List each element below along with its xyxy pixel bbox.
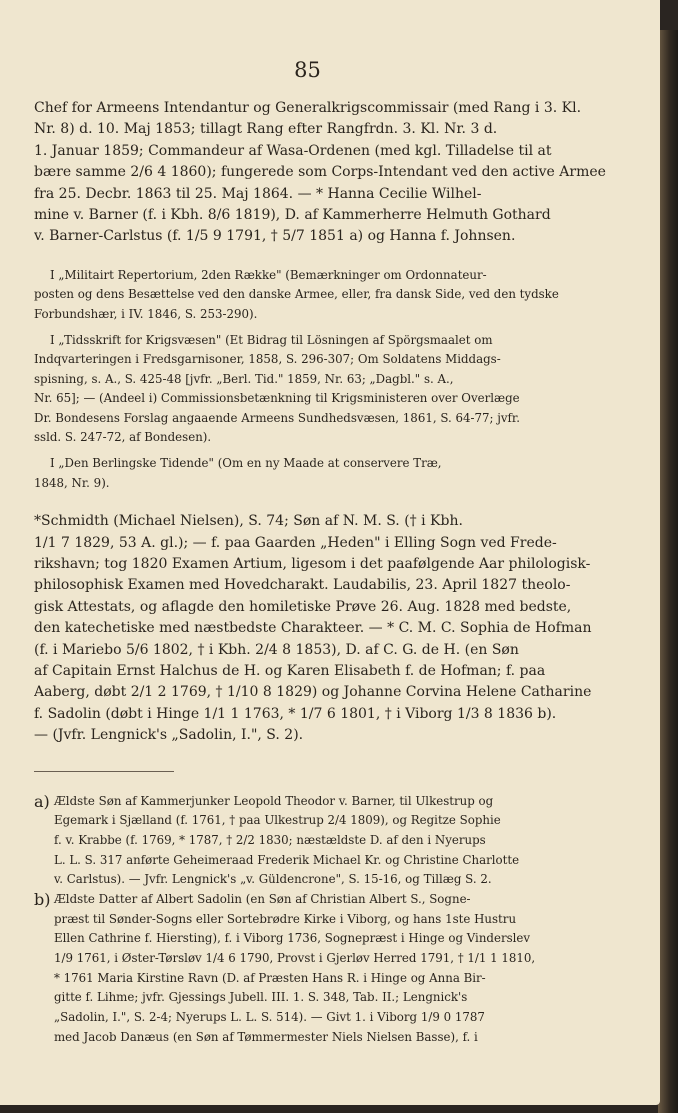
text-line: 1848, Nr. 9). (34, 475, 110, 490)
paragraph-officer-entry (34, 98, 630, 248)
paragraph-schmidth-entry (34, 511, 630, 746)
text-line: 1/1 7 1829, 53 A. gl.); — f. paa Gaarden „Heden" i Elling Sogn ved Frede- (34, 534, 557, 551)
text-line: *Schmidth (Michael Nielsen), S. 74; Søn af N. M. S. († i Kbh. (34, 513, 463, 530)
text-line: med Jacob Danæus (en Søn af Tømmermester Niels Nielsen Basse), f. i (54, 1029, 478, 1044)
text-line: * 1761 Maria Kirstine Ravn (D. af Præsten Hans R. i Hinge og Anna Bir- (54, 970, 486, 985)
text-line: ssld. S. 247-72, af Bondesen). (34, 430, 212, 445)
text-line: Ældste Søn af Kammerjunker Leopold Theodor v. Barner, til Ulkestrup og (54, 793, 494, 808)
text-line: I „Tidsskrift for Krigsvæsen" (Et Bidrag til Lösningen af Spörgsmaalet om (50, 332, 493, 347)
text-line: Indqvarteringen i Fredsgarnisoner, 1858, S. 296-307; Om Soldatens Middags- (34, 352, 501, 367)
text-line: bære samme 2/6 4 1860); fungerede som Corps-Intendant ved den active Armee (34, 164, 606, 181)
text-line: fra 25. Decbr. 1863 til 25. Maj 1864. — * Hanna Cecilie Wilhel- (34, 185, 482, 202)
text-line: I „Militairt Repertorium, 2den Række" (Bemærkninger om Ordonnateur- (50, 267, 487, 282)
text-line: gisk Attestats, og aflagde den homiletiske Prøve 26. Aug. 1828 med bedste, (34, 598, 572, 615)
text-line: v. Carlstus). — Jvfr. Lengnick's „v. Güldencrone", S. 15-16, og Tillæg S. 2. (54, 872, 492, 887)
footnote-b (34, 890, 630, 1048)
text-line: præst til Sønder-Sogns eller Sortebrødre Kirke i Viborg, og hans 1ste Hustru (54, 911, 517, 926)
text-line: af Capitain Ernst Halchus de H. og Karen Elisabeth f. de Hofman; f. paa (34, 663, 546, 679)
text-line: Dr. Bondesens Forslag angaaende Armeens Sundhedsvæsen, 1861, S. 64-77; jvfr. (34, 410, 520, 425)
text-line: rikshavn; tog 1820 Examen Artium, ligesom i det paafølgende Aar philologisk- (34, 556, 591, 573)
text-line: posten og dens Besættelse ved den danske Armee, eller, fra dansk Side, ved den tydske (34, 287, 559, 302)
text-line: — (Jvfr. Lengnick's „Sadolin, I.", S. 2). (34, 727, 304, 744)
page-number: 85 (294, 58, 321, 82)
text-line: v. Barner-Carlstus (f. 1/5 9 1791, † 5/7 1851 a) og Hanna f. Johnsen. (34, 228, 516, 245)
text-line: L. L. S. 317 anførte Geheimeraad Frederik Michael Kr. og Christine Charlotte (54, 852, 520, 867)
text-line: Ældste Datter af Albert Sadolin (en Søn af Christian Albert S., Sogne- (54, 892, 471, 906)
paragraph-berlingske (34, 454, 630, 493)
body-text (34, 98, 630, 1048)
text-line: Nr. 65]; — (Andeel i) Commissionsbetænkning til Krigsministeren over Overlæge (34, 391, 520, 406)
paragraph-militairt-repertorium (34, 266, 630, 325)
text-line: spisning, s. A., S. 425-48 [jvfr. „Berl. Tid." 1859, Nr. 63; „Dagbl." s. A., (34, 371, 454, 386)
text-line: gitte f. Lihme; jvfr. Gjessings Jubell. III. 1. S. 348, Tab. II.; Lengnick's (54, 990, 468, 1005)
footnote-rule (34, 771, 174, 772)
text-line: 1/9 1761, i Øster-Tørsløv 1/4 6 1790, Provst i Gjerløv Herred 1791, † 1/1 1 1810, (54, 951, 536, 966)
text-line: f. v. Krabbe (f. 1769, * 1787, † 2/2 1830; næstældste D. af den i Nyerups (54, 832, 486, 847)
text-line: Forbundshær, i IV. 1846, S. 253-290). (34, 306, 258, 321)
text-line: 1. Januar 1859; Commandeur af Wasa-Ordenen (med kgl. Tilladelse til at (34, 142, 552, 159)
paragraph-tidsskrift (34, 331, 630, 449)
footnote-a (34, 792, 630, 890)
text-line: Egemark i Sjælland (f. 1761, † paa Ulkestrup 2/4 1809), og Regitze Sophie (54, 813, 501, 828)
text-line: den katechetiske med næstbedste Charakteer. — * C. M. C. Sophia de Hofman (34, 620, 592, 637)
text-line: Ellen Cathrine f. Hiersting), f. i Viborg 1736, Sognepræst i Hinge og Vinderslev (54, 931, 531, 946)
adjacent-page-edge (658, 30, 678, 1113)
text-line: Nr. 8) d. 10. Maj 1853; tillagt Rang efter Rangfrdn. 3. Kl. Nr. 3 d. (34, 121, 498, 138)
text-line: philosophisk Examen med Hovedcharakt. Laudabilis, 23. April 1827 theolo- (34, 577, 571, 594)
text-line: I „Den Berlingske Tidende" (Om en ny Maade at conservere Træ, (50, 456, 442, 471)
text-line: f. Sadolin (døbt i Hinge 1/1 1 1763, * 1/7 6 1801, † i Viborg 1/3 8 1836 b). (34, 705, 557, 722)
footnote-mark: b) (34, 890, 51, 909)
text-line: Aaberg, døbt 2/1 2 1769, † 1/10 8 1829) og Johanne Corvina Helene Catharine (34, 684, 592, 701)
text-line: „Sadolin, I.", S. 2-4; Nyerups L. L. S. 514). — Givt 1. i Viborg 1/9 0 1787 (54, 1010, 485, 1025)
text-line: Chef for Armeens Intendantur og Generalkrigscommissair (med Rang i 3. Kl. (34, 100, 582, 116)
footnote-mark: a) (34, 791, 50, 811)
text-line: mine v. Barner (f. i Kbh. 8/6 1819), D. af Kammerherre Helmuth Gothard (34, 206, 551, 223)
text-line: (f. i Mariebo 5/6 1802, † i Kbh. 2/4 8 1853), D. af C. G. de H. (en Søn (34, 641, 519, 658)
